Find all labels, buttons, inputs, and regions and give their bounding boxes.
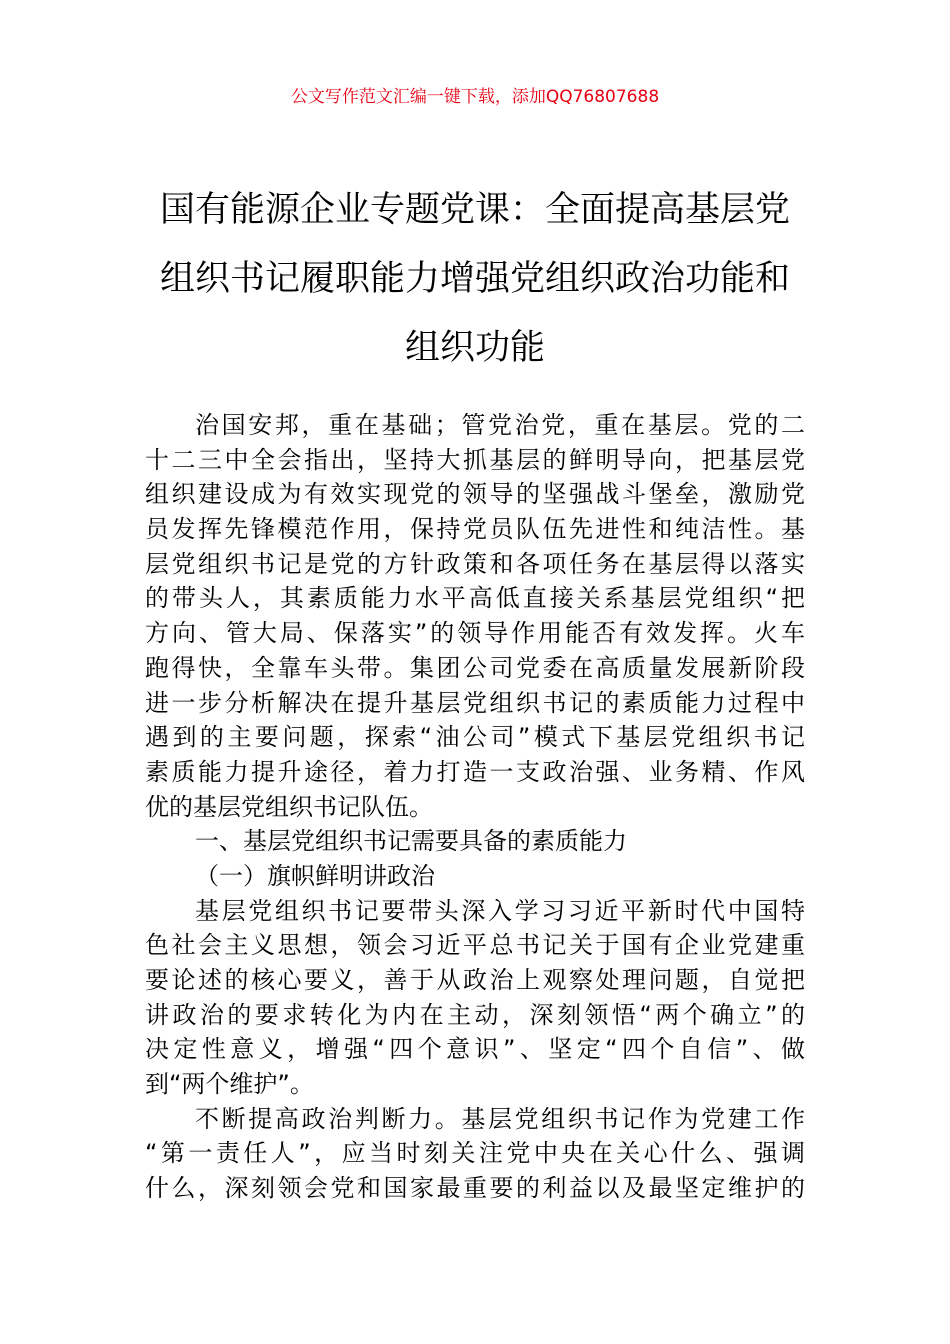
text-line: 十二三中全会指出，坚持大抓基层的鲜明导向，把基层党 (145, 445, 805, 474)
text-line: 优的基层党组织书记队伍。 (145, 792, 433, 821)
document-title (158, 176, 792, 383)
text-line: 什么，深刻领会党和国家最重要的利益以及最坚定维护的 (145, 1174, 805, 1203)
text-line: “第一责任人”，应当时刻关注党中央在关心什么、强调 (145, 1139, 805, 1168)
text-line: 素质能力提升途径，着力打造一支政治强、业务精、作风 (145, 757, 805, 786)
title-line: 组织书记履职能力增强党组织政治功能和 (159, 259, 790, 299)
paragraph (145, 408, 805, 824)
text-line: 到“两个维护”。 (145, 1070, 314, 1099)
text-line: 跑得快，全靠车头带。集团公司党委在高质量发展新阶段 (145, 653, 805, 682)
text-line: 色社会主义思想，领会习近平总书记关于国有企业党建重 (145, 931, 805, 960)
title-line: 国有能源企业专题党课：全面提高基层党 (159, 190, 790, 230)
title-line: 组织功能 (404, 328, 545, 368)
paragraph (145, 1102, 805, 1206)
text-line: 进一步分析解决在提升基层党组织书记的素质能力过程中 (145, 688, 805, 717)
text-line: 基层党组织书记要带头深入学习习近平新时代中国特 (195, 896, 805, 925)
text-line: （一）旗帜鲜明讲政治 (195, 861, 435, 890)
header-note: 公文写作范文汇编一键下载，添加QQ76807688 (290, 87, 660, 107)
text-line: 决定性意义，增强“四个意识”、坚定“四个自信”、做 (145, 1035, 805, 1064)
text-line: 员发挥先锋模范作用，保持党员队伍先进性和纯洁性。基 (145, 515, 805, 544)
text-line: 不断提高政治判断力。基层党组织书记作为党建工作 (195, 1104, 805, 1133)
text-line: 一、基层党组织书记需要具备的素质能力 (195, 827, 627, 856)
document-body (145, 408, 805, 1206)
text-line: 遇到的主要问题，探索“油公司”模式下基层党组织书记 (145, 723, 805, 752)
text-line: 讲政治的要求转化为内在主动，深刻领悟“两个确立”的 (145, 1000, 805, 1029)
text-line: 要论述的核心要义，善于从政治上观察处理问题，自觉把 (145, 966, 805, 994)
text-line: 的带头人，其素质能力水平高低直接关系基层党组织“把 (145, 584, 805, 613)
text-line: 方向、管大局、保落实”的领导作用能否有效发挥。火车 (145, 619, 805, 648)
text-line: 层党组织书记是党的方针政策和各项任务在基层得以落实 (145, 549, 805, 578)
paragraph (145, 894, 805, 1102)
paragraph (145, 859, 805, 894)
text-line: 组织建设成为有效实现党的领导的坚强战斗堡垒，激励党 (145, 480, 805, 509)
text-line: 治国安邦，重在基础；管党治党，重在基层。党的二 (195, 411, 805, 439)
paragraph (145, 824, 805, 859)
